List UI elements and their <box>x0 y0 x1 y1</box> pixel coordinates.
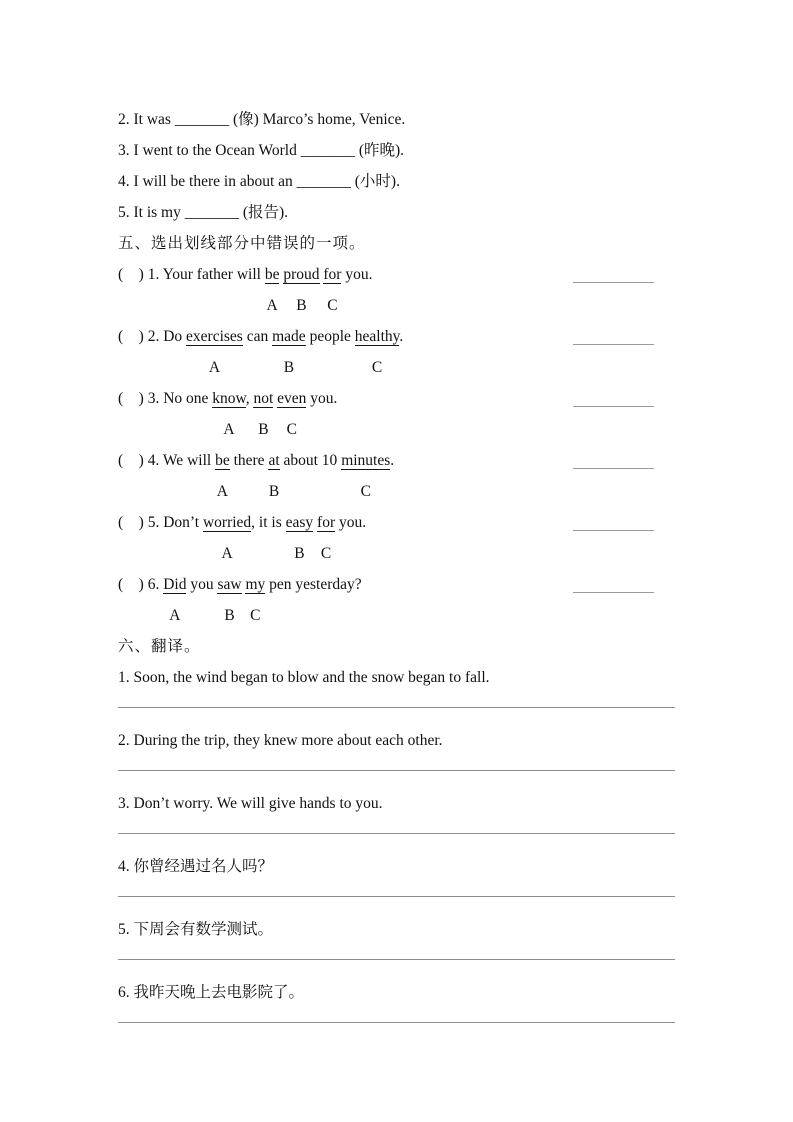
fill-in-item: 3. I went to the Ocean World _______ (昨晚). <box>118 142 405 159</box>
error-choice-section <box>118 259 675 631</box>
translation-sentence: 6. 我昨天晚上去电影院了。 <box>118 984 305 1001</box>
answer-line <box>118 707 675 708</box>
translation-sentence: 3. Don’t worry. We will give hands to you. <box>118 795 383 812</box>
question-segments <box>163 266 373 284</box>
plain-text: there <box>229 452 269 469</box>
translation-item <box>118 662 675 725</box>
translation-item <box>118 725 675 788</box>
underlined-word: for <box>317 514 336 531</box>
answer-line <box>118 896 675 897</box>
translation-item <box>118 851 675 914</box>
section-five-title: 五、选出划线部分中错误的一项。 <box>118 235 366 252</box>
error-choice-question <box>118 507 675 569</box>
plain-text: Don’t <box>163 514 203 531</box>
answer-blank-line <box>573 344 654 345</box>
answer-blank-line <box>573 282 654 283</box>
translation-item <box>118 788 675 851</box>
question-sentence <box>118 445 675 476</box>
underlined-word: for <box>323 266 342 283</box>
plain-text: you. <box>341 266 373 283</box>
underlined-word: healthy <box>354 328 400 345</box>
underlined-word: Did <box>163 576 187 593</box>
option-letter: C <box>371 359 383 376</box>
error-choice-question <box>118 383 675 445</box>
translation-sentence: 5. 下周会有数学测试。 <box>118 921 274 938</box>
option-letter: B <box>283 359 295 376</box>
answer-blank-line <box>573 406 654 407</box>
underlined-word: proud <box>283 266 320 283</box>
option-letter-row <box>118 538 675 569</box>
option-letter-row <box>118 600 675 631</box>
error-choice-question <box>118 321 675 383</box>
option-letter: B <box>296 297 307 314</box>
error-choice-question <box>118 445 675 507</box>
question-prefix: ( ) 5. <box>118 514 164 531</box>
option-letter: A <box>169 607 181 624</box>
plain-text: people <box>305 328 355 345</box>
underlined-word: easy <box>285 514 314 531</box>
fill-in-blank-section <box>118 104 675 228</box>
plain-text: you. <box>306 390 338 407</box>
option-letter: B <box>294 545 305 562</box>
error-choice-question <box>118 569 675 631</box>
question-sentence <box>118 569 675 600</box>
option-letter: A <box>221 545 233 562</box>
underlined-word: know <box>212 390 246 407</box>
question-segments <box>163 514 366 532</box>
question-prefix: ( ) 2. <box>118 328 164 345</box>
fill-in-item: 2. It was _______ (像) Marco’s home, Venice. <box>118 111 406 128</box>
question-prefix: ( ) 6. <box>118 576 164 593</box>
underlined-word: saw <box>217 576 242 593</box>
plain-text: . <box>390 452 395 469</box>
answer-blank-line <box>573 468 654 469</box>
plain-text: No one <box>163 390 213 407</box>
section-six-title: 六、翻译。 <box>118 638 201 655</box>
question-segments <box>163 576 361 594</box>
underlined-word: not <box>253 390 274 407</box>
option-letter: A <box>216 483 228 500</box>
error-choice-question <box>118 259 675 321</box>
question-prefix: ( ) 3. <box>118 390 164 407</box>
question-segments <box>163 328 403 346</box>
question-sentence <box>118 321 675 352</box>
option-letter: C <box>327 297 338 314</box>
option-letter: B <box>268 483 280 500</box>
underlined-word: exercises <box>186 328 243 345</box>
plain-text: Do <box>163 328 187 345</box>
translation-sentence: 4. 你曾经遇过名人吗？ <box>118 858 274 875</box>
option-letter-row <box>118 414 675 445</box>
plain-text: about 10 <box>279 452 342 469</box>
option-letter-row <box>118 352 675 383</box>
plain-text: Your father will <box>162 266 265 283</box>
plain-text: pen yesterday? <box>265 576 362 593</box>
answer-line <box>118 959 675 960</box>
plain-text: We will <box>162 452 216 469</box>
option-letter: B <box>258 421 269 438</box>
translation-item <box>118 914 675 977</box>
option-letter: B <box>224 607 235 624</box>
translation-sentence: 1. Soon, the wind began to blow and the snow began to fall. <box>118 669 490 686</box>
option-letter: A <box>266 297 278 314</box>
option-letter-row <box>118 290 675 321</box>
plain-text: can <box>242 328 273 345</box>
option-letter: C <box>320 545 332 562</box>
underlined-word: my <box>245 576 266 593</box>
question-sentence <box>118 383 675 414</box>
translation-sentence: 2. During the trip, they knew more about each other. <box>118 732 443 749</box>
underlined-word: worried <box>202 514 252 531</box>
plain-text: . <box>399 328 404 345</box>
fill-in-item: 5. It is my _______ (报告). <box>118 204 289 221</box>
underlined-word: be <box>215 452 230 469</box>
question-sentence <box>118 507 675 538</box>
translation-section <box>118 662 675 1040</box>
option-letter: C <box>286 421 297 438</box>
plain-text: , it is <box>251 514 286 531</box>
question-segments <box>163 452 394 470</box>
option-letter-row <box>118 476 675 507</box>
underlined-word: be <box>264 266 280 283</box>
answer-line <box>118 770 675 771</box>
answer-blank-line <box>573 530 654 531</box>
answer-line <box>118 833 675 834</box>
underlined-word: made <box>272 328 306 345</box>
option-letter: A <box>208 359 221 376</box>
underlined-word: minutes <box>341 452 391 469</box>
question-segments <box>163 390 337 408</box>
underlined-word: at <box>268 452 280 469</box>
answer-line <box>118 1022 675 1023</box>
question-prefix: ( ) 1. <box>118 266 163 283</box>
option-letter: A <box>223 421 235 438</box>
underlined-word: even <box>277 390 307 407</box>
plain-text: , <box>245 390 254 407</box>
translation-item <box>118 977 675 1040</box>
option-letter: C <box>250 607 261 624</box>
question-sentence <box>118 259 675 290</box>
plain-text: you. <box>335 514 367 531</box>
fill-in-item: 4. I will be there in about an _______ (小时). <box>118 173 400 190</box>
question-prefix: ( ) 4. <box>118 452 163 469</box>
option-letter: C <box>360 483 371 500</box>
answer-blank-line <box>573 592 654 593</box>
plain-text: you <box>186 576 218 593</box>
